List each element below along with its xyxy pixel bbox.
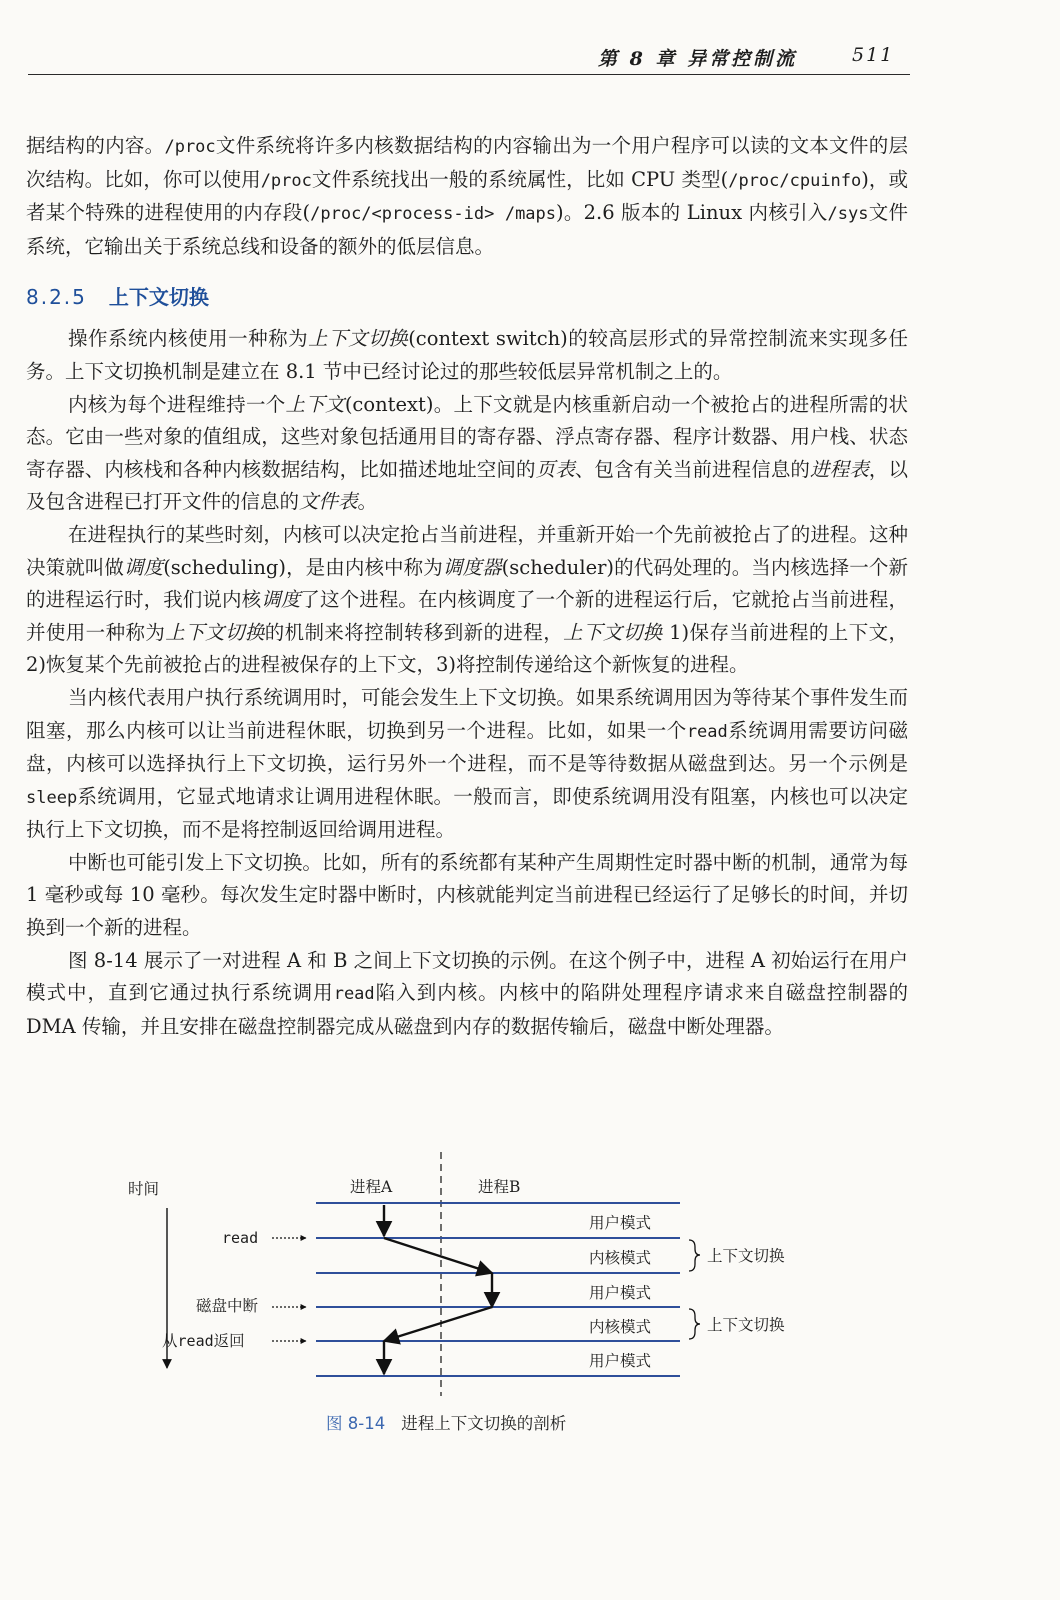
section-number: 8.2.5 [26, 285, 87, 310]
paragraph-scheduling: 在进程执行的某些时刻，内核可以决定抢占当前进程，并重新开始一个先前被抢占了的进程。这种决策就叫做调度(scheduling)，是由内核中称为调度器(scheduler)的代码处理的。当内核选择一个新的进程运行时，我们说内核调度了这个进程。在内核调度了一个新的进程运行后，它就抢占当前进程，并使用一种称为上下文切换的机制来将控制转移到新的进程，上下文切换 1)保存当前进程的上下文，2)恢复某个先前被抢占的进程被保存的上下文，3)将控制传递给这个新恢复的进程。 [26, 522, 908, 677]
paragraph-interrupt-switch: 中断也可能引发上下文切换。比如，所有的系统都有某种产生周期性定时器中断的机制，通常为每 1 毫秒或每 10 毫秒。每次发生定时器中断时，内核就能判定当前进程已经运行了足够长的时间，并切换到一个新的进程。 [26, 850, 908, 940]
brace-icon [689, 1309, 700, 1339]
context-switch-label: 上下文切换 [707, 1316, 785, 1334]
caption-text: 进程上下文切换的剖析 [401, 1414, 567, 1433]
paragraph-proc-filesystem: 据结构的内容。/proc文件系统将许多内核数据结构的内容输出为一个用户程序可以读的文本文件的层次结构。比如，你可以使用/proc文件系统找出一般的系统属性，比如 CPU 类型(/proc/cpuinfo)，或者某个特殊的进程使用的内存段(/proc/<process-id> /maps)。2.6 版本的 Linux 内核引入/sys文件系统，它输出关于系统总线和设备的额外的低层信息。 [26, 134, 909, 258]
process-b-label: 进程B [478, 1178, 521, 1196]
term-context-switch: 上下文切换 [563, 620, 663, 644]
code-sys: /sys [827, 204, 869, 225]
code-proc-cpuinfo: /proc/cpuinfo [728, 170, 862, 191]
figure-diagram [120, 1150, 820, 1410]
event-read-label: read [222, 1229, 259, 1247]
mode-label-user: 用户模式 [589, 1214, 652, 1232]
figure-context-switch [120, 1150, 820, 1450]
body-text [26, 130, 908, 1043]
time-axis-label: 时间 [128, 1180, 160, 1198]
term-context-switch: 上下文切换 [165, 620, 265, 644]
term-scheduler: 调度器 [442, 555, 502, 579]
code-proc: /proc [260, 170, 312, 191]
section-title: 上下文切换 [108, 285, 209, 310]
paragraph-context-switch-intro: 操作系统内核使用一种称为上下文切换(context switch)的较高层形式的异常控制流来实现多任务。上下文切换机制是建立在 8.1 节中已经讨论过的那些较低层异常机制之上的。 [26, 327, 908, 383]
paragraph-context: 内核为每个进程维持一个上下文(context)。上下文就是内核重新启动一个被抢占的进程所需的状态。它由一些对象的值组成，这些对象包括通用目的寄存器、浮点寄存器、程序计数器、用户栈、状态寄存器、内核栈和各种内核数据结构，比如描述地址空间的页表、包含有关当前进程信息的进程表，以及包含进程已打开文件的信息的文件表。 [26, 392, 908, 514]
term-process-table: 进程表 [810, 457, 869, 481]
page-number: 511 [852, 44, 895, 66]
mode-label-kernel: 内核模式 [589, 1318, 652, 1336]
term-scheduling: 调度 [123, 555, 164, 579]
figure-caption [326, 1410, 566, 1434]
chapter-title: 第 8 章 异常控制流 [598, 48, 798, 70]
code-sleep: sleep [26, 787, 78, 808]
term-page-table: 页表 [535, 457, 575, 481]
process-a-label: 进程A [350, 1178, 393, 1196]
term-file-table: 文件表 [299, 490, 358, 514]
context-switch-label: 上下文切换 [707, 1247, 785, 1265]
mode-label-user: 用户模式 [589, 1284, 652, 1302]
paragraph-syscall-switch: 当内核代表用户执行系统调用时，可能会发生上下文切换。如果系统调用因为等待某个事件发生而阻塞，那么内核可以让当前进程休眠，切换到另一个进程。比如，如果一个read系统调用需要访问磁盘，内核可以选择执行上下文切换，运行另外一个进程，而不是等待数据从磁盘到达。另一个示例是sleep系统调用，它显式地请求让调用进程休眠。一般而言，即使系统调用没有阻塞，内核也可以决定执行上下文切换，而不是将控制返回给调用进程。 [26, 685, 908, 842]
mode-label-kernel: 内核模式 [589, 1249, 652, 1267]
event-return-from-read-label: 从read返回 [162, 1332, 245, 1350]
brace-icon [689, 1240, 700, 1271]
code-read: read [686, 721, 728, 742]
code-read: read [333, 984, 375, 1005]
mode-label-user: 用户模式 [589, 1352, 652, 1370]
term-scheduled: 调度 [261, 588, 301, 612]
caption-number: 图 8-14 [326, 1414, 386, 1433]
section-heading [26, 281, 908, 313]
flow-arrow [384, 1307, 492, 1341]
paragraph-figure-reference: 图 8-14 展示了一对进程 A 和 B 之间上下文切换的示例。在这个例子中，进程 A 初始运行在用户模式中，直到它通过执行系统调用read陷入到内核。内核中的陷阱处理程序请求来自磁盘控制器的 DMA 传输，并且安排在磁盘控制器完成从磁盘到内存的数据传输后，磁盘中断处理器。 [26, 948, 908, 1038]
header-rule [28, 74, 910, 75]
flow-arrow [384, 1238, 492, 1273]
code-proc-maps: /proc/<process-id> /maps [310, 204, 557, 225]
term-context-switch: 上下文切换 [308, 327, 409, 351]
code-proc: /proc [164, 137, 216, 157]
term-context: 上下文 [285, 392, 345, 416]
event-disk-interrupt-label: 磁盘中断 [196, 1297, 259, 1315]
